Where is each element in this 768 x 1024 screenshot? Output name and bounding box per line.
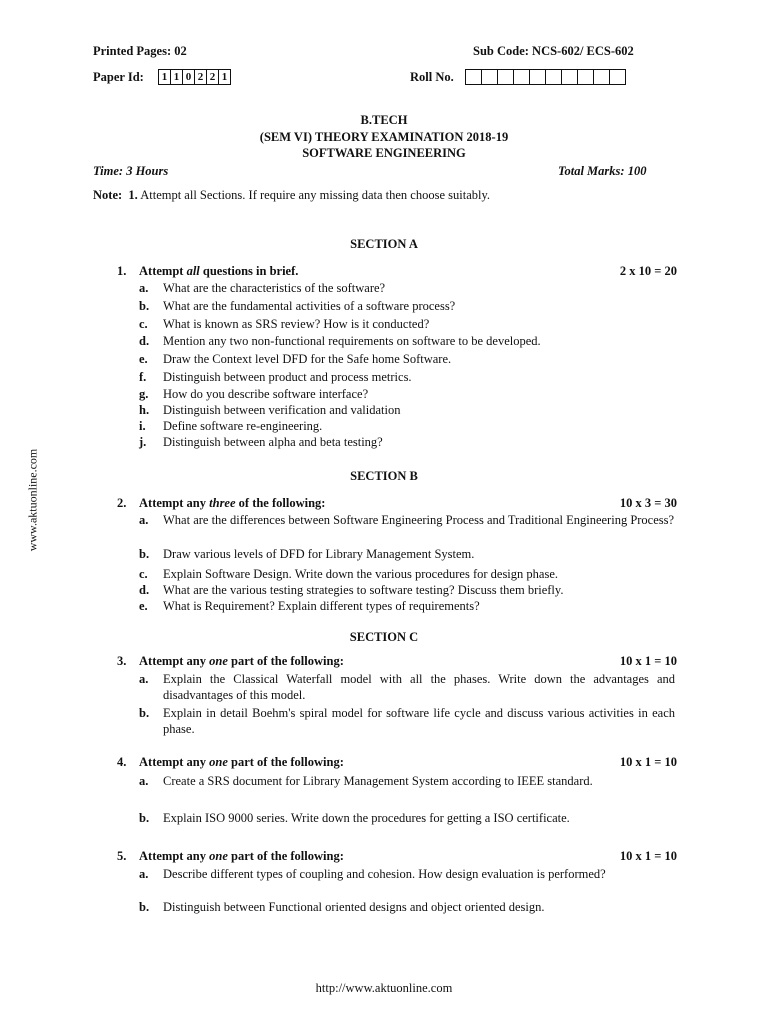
item-text: Mention any two non-functional requirements on software to be developed.: [163, 334, 541, 348]
paper-id-digit: 1: [218, 69, 231, 85]
paper-id-digit: 1: [170, 69, 182, 85]
item-text: Explain in detail Boehm's spiral model for software life cycle and discuss various activities in each phase.: [163, 706, 675, 736]
section-a-title: SECTION A: [350, 237, 418, 251]
item-letter: b.: [139, 900, 150, 914]
question-heading: [117, 496, 677, 511]
question-instruction: Attempt any: [139, 849, 210, 863]
item-letter: b.: [139, 299, 150, 313]
list-item: [139, 298, 675, 314]
roll-no-box[interactable]: [593, 69, 609, 85]
item-letter: a.: [139, 513, 149, 527]
question-heading: [117, 849, 677, 864]
section-b-title: SECTION B: [350, 469, 418, 483]
item-text: What are the various testing strategies to software testing? Discuss them briefly.: [163, 583, 564, 597]
item-letter: i.: [139, 419, 146, 433]
roll-no-label: Roll No.: [410, 70, 454, 84]
list-item: [139, 899, 675, 915]
list-item: [139, 671, 675, 703]
item-text: Distinguish between alpha and beta testing?: [163, 435, 383, 449]
question-number: 2.: [117, 496, 127, 510]
list-item: [139, 810, 675, 826]
degree-title: B.TECH: [360, 113, 408, 127]
roll-no-box[interactable]: [465, 69, 481, 85]
question-marks: 10 x 1 = 10: [619, 755, 677, 769]
item-text: What is Requirement? Explain different types of requirements?: [163, 599, 480, 613]
item-letter: g.: [139, 387, 149, 401]
roll-no-box[interactable]: [529, 69, 545, 85]
roll-no-box[interactable]: [497, 69, 513, 85]
note-number: 1.: [128, 188, 138, 202]
question-marks: 10 x 1 = 10: [619, 849, 677, 863]
subject-code: Sub Code: NCS-602/ ECS-602: [473, 44, 634, 58]
list-item: [139, 333, 675, 349]
item-letter: b.: [139, 547, 150, 561]
item-text: What is known as SRS review? How is it conducted?: [163, 317, 430, 331]
item-text: Explain Software Design. Write down the various procedures for design phase.: [163, 567, 558, 581]
list-item: [139, 772, 675, 791]
item-letter: j.: [139, 435, 147, 449]
question-heading: [117, 755, 677, 770]
time-allowed: Time: 3 Hours: [93, 164, 169, 178]
note: [93, 188, 490, 203]
item-text: Distinguish between product and process metrics.: [163, 370, 412, 384]
item-letter: d.: [139, 583, 150, 597]
question-instruction-rest: part of the following:: [227, 849, 344, 863]
roll-no-box[interactable]: [561, 69, 577, 85]
roll-no-boxes: [465, 69, 626, 85]
list-item: [139, 566, 675, 582]
paper-id-label: Paper Id:: [93, 70, 144, 84]
item-text: How do you describe software interface?: [163, 387, 369, 401]
list-item: [139, 512, 675, 528]
item-letter: a.: [139, 867, 149, 881]
item-text: Define software re-engineering.: [163, 419, 323, 433]
roll-no-box[interactable]: [545, 69, 561, 85]
list-item: [139, 705, 675, 737]
item-text: Describe different types of coupling and cohesion. How design evaluation is performed?: [163, 867, 606, 881]
item-letter: b.: [139, 706, 150, 720]
question-instruction: Attempt any: [139, 654, 210, 668]
question-marks: 10 x 3 = 30: [619, 496, 677, 510]
item-letter: h.: [139, 403, 150, 417]
item-letter: e.: [139, 599, 148, 613]
list-item: [139, 866, 675, 882]
question-instruction-rest: part of the following:: [227, 654, 344, 668]
item-letter: a.: [139, 281, 149, 295]
item-letter: c.: [139, 317, 148, 331]
roll-no-box[interactable]: [481, 69, 497, 85]
question-marks: 2 x 10 = 20: [619, 264, 677, 278]
list-item: [139, 546, 675, 562]
roll-no-box[interactable]: [513, 69, 529, 85]
list-item: [139, 316, 675, 332]
item-text: Draw various levels of DFD for Library Management System.: [163, 547, 475, 561]
side-watermark: www.aktuonline.com: [25, 448, 40, 552]
total-marks: Total Marks: 100: [558, 164, 647, 178]
question-marks: 10 x 1 = 10: [619, 654, 677, 668]
question-heading: [117, 654, 677, 669]
list-item: [139, 598, 675, 614]
item-text: What are the characteristics of the software?: [163, 281, 386, 295]
list-item: [139, 351, 675, 367]
question-instruction-emphasis: three: [209, 496, 236, 510]
question-instruction-rest: of the following:: [235, 496, 326, 510]
question-instruction: Attempt any: [139, 755, 210, 769]
question-number: 3.: [117, 654, 127, 668]
subject-title: SOFTWARE ENGINEERING: [302, 146, 466, 160]
item-letter: e.: [139, 352, 148, 366]
roll-no-box[interactable]: [609, 69, 626, 85]
item-letter: f.: [139, 370, 147, 384]
question-number: 4.: [117, 755, 127, 769]
printed-pages: Printed Pages: 02: [93, 44, 187, 58]
paper-id-digit: 0: [182, 69, 194, 85]
item-text: Create a SRS document for Library Management System according to IEEE standard.: [163, 774, 593, 788]
question-instruction-rest: part of the following:: [227, 755, 344, 769]
question-number: 5.: [117, 849, 127, 863]
note-label: Note:: [93, 188, 123, 202]
section-c-title: SECTION C: [349, 630, 419, 644]
list-item: [139, 434, 675, 450]
item-letter: a.: [139, 672, 149, 686]
question-heading: [117, 264, 677, 279]
roll-no-box[interactable]: [577, 69, 593, 85]
footer-url[interactable]: http://www.aktuonline.com: [315, 981, 453, 995]
item-letter: c.: [139, 567, 148, 581]
list-item: [139, 386, 675, 402]
question-instruction: Attempt any: [139, 496, 210, 510]
item-text: Distinguish between verification and validation: [163, 403, 401, 417]
list-item: [139, 280, 675, 296]
list-item: [139, 369, 675, 385]
question-instruction-emphasis: all: [186, 264, 200, 278]
item-letter: d.: [139, 334, 150, 348]
item-text: What are the differences between Software Engineering Process and Traditional Engineering Process?: [163, 513, 675, 527]
question-instruction-emphasis: one: [209, 849, 228, 863]
item-text: Explain the Classical Waterfall model with all the phases. Write down the advantages and disadvantages of this model.: [163, 672, 675, 702]
list-item: [139, 418, 675, 434]
item-text: Distinguish between Functional oriented designs and object oriented design.: [163, 900, 545, 914]
paper-id-digit: 1: [158, 69, 170, 85]
item-letter: b.: [139, 811, 150, 825]
item-letter: a.: [139, 774, 149, 788]
question-number: 1.: [117, 264, 127, 278]
list-item: [139, 402, 675, 418]
question-instruction-emphasis: one: [209, 654, 228, 668]
exam-title: (SEM VI) THEORY EXAMINATION 2018-19: [259, 130, 509, 144]
paper-id-boxes: [158, 69, 231, 85]
paper-id-digit: 2: [194, 69, 206, 85]
question-instruction-rest: questions in brief.: [199, 264, 299, 278]
item-text: What are the fundamental activities of a software process?: [163, 299, 456, 313]
note-text: Attempt all Sections. If require any missing data then choose suitably.: [140, 188, 491, 202]
paper-id-digit: 2: [206, 69, 218, 85]
question-instruction: Attempt: [139, 264, 187, 278]
item-text: Draw the Context level DFD for the Safe home Software.: [163, 352, 452, 366]
list-item: [139, 582, 675, 598]
item-text: Explain ISO 9000 series. Write down the procedures for getting a ISO certificate.: [163, 811, 570, 825]
question-instruction-emphasis: one: [209, 755, 228, 769]
